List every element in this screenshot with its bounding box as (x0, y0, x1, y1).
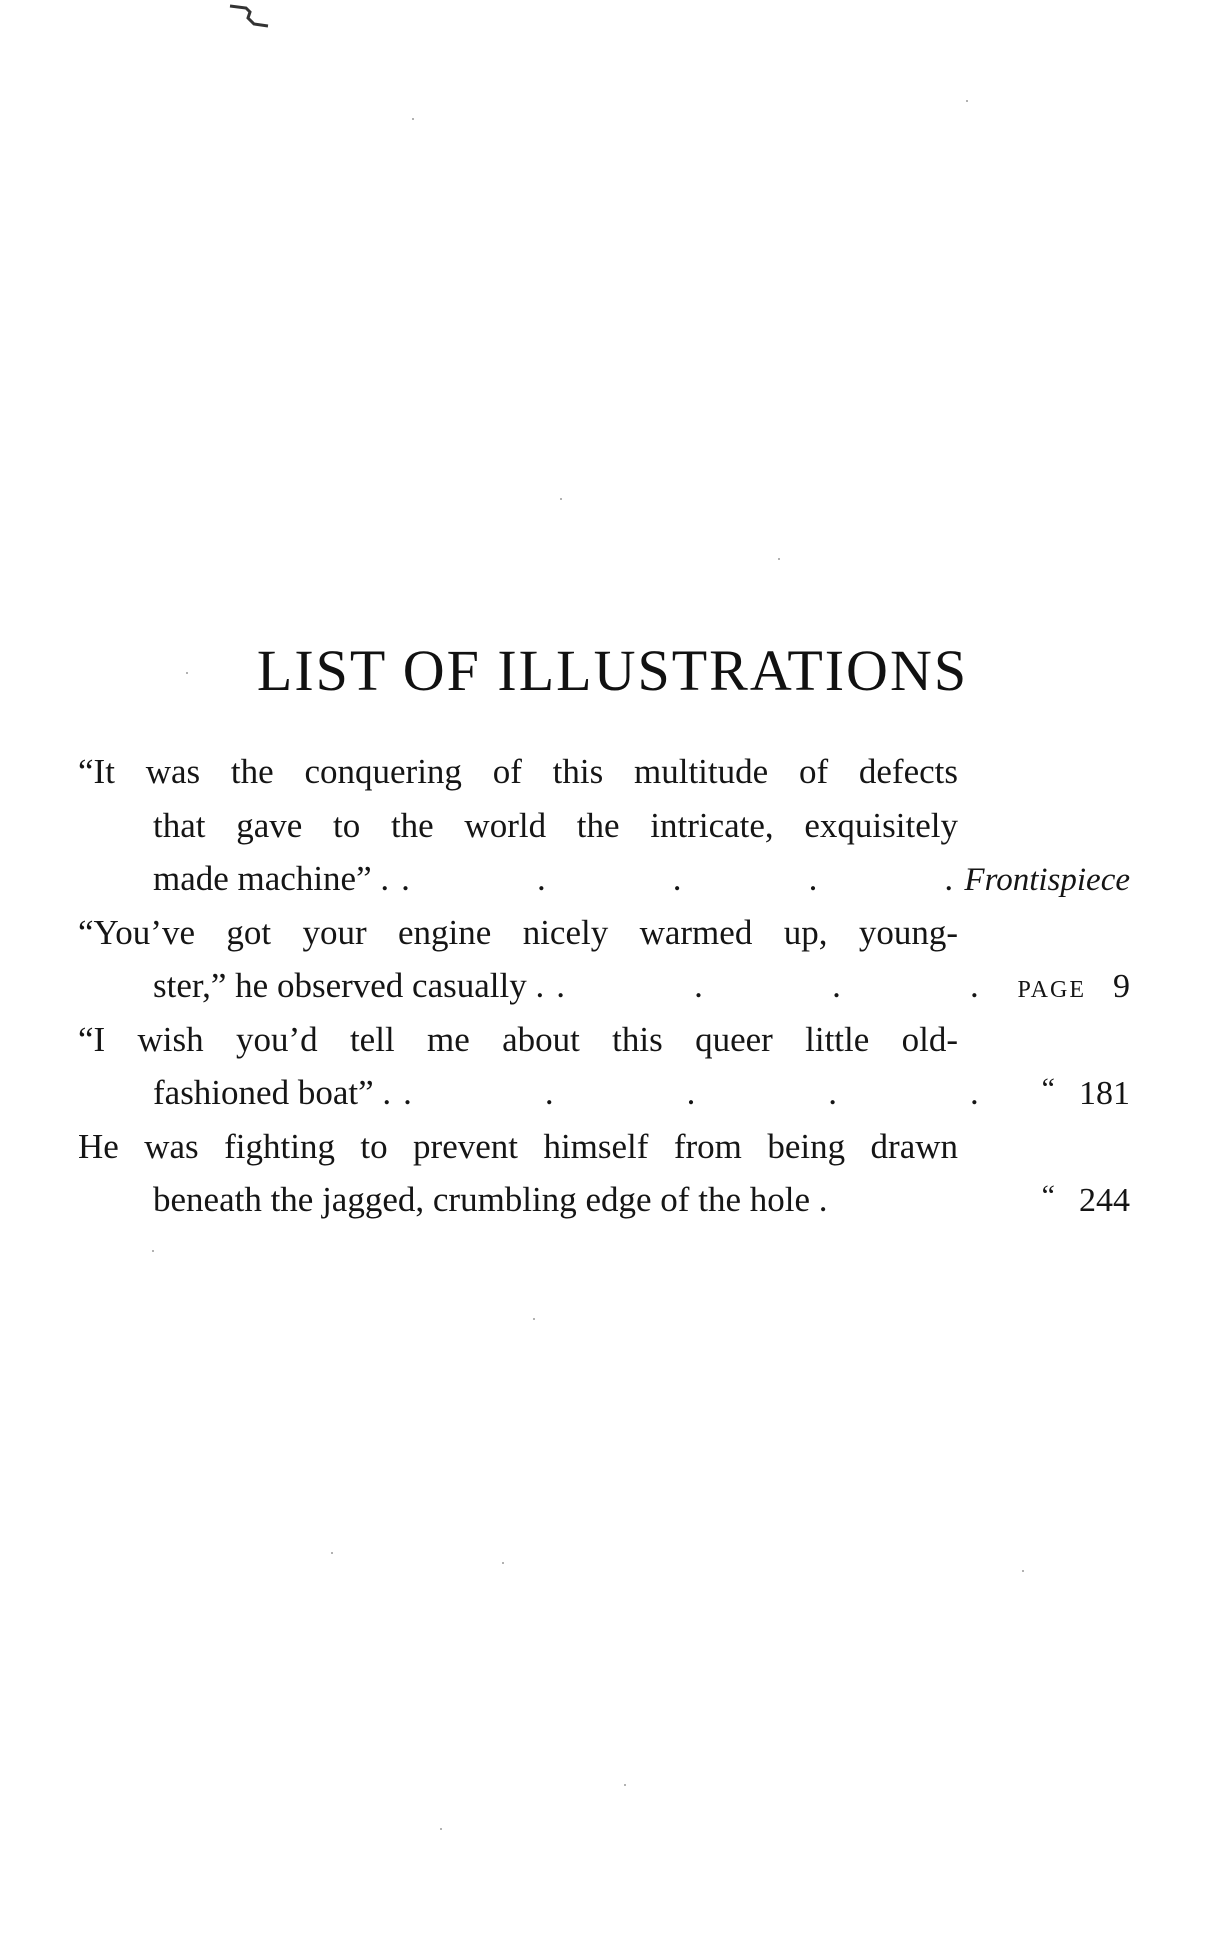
caption-last-line (78, 1066, 1130, 1120)
caption-end: fashioned boat” . (153, 1073, 392, 1112)
caption-line: “It was the conquering of this multitude of defects (78, 752, 958, 791)
ink-mark (228, 0, 288, 40)
caption-end: made machine” . (153, 859, 390, 898)
illustrations-list (78, 745, 1130, 1227)
paper-speck (152, 1250, 154, 1252)
dot-leader: . . . . . (403, 1073, 979, 1112)
paper-speck (966, 100, 968, 102)
page-word: PAGE (1017, 977, 1086, 1003)
dot-leader: . . . . (556, 966, 979, 1005)
paper-speck (533, 1318, 535, 1320)
paper-speck (502, 1562, 504, 1564)
page-reference (990, 960, 1130, 1018)
caption-last-line (78, 959, 1130, 1013)
paper-speck (624, 1784, 626, 1786)
ditto-mark: “ (1041, 1072, 1055, 1105)
page-reference (990, 1067, 1130, 1122)
caption-line: He was fighting to prevent himself from being drawn (78, 1126, 958, 1166)
caption-line: that gave to the world the intricate, exquisitely (153, 805, 958, 845)
caption-end: ster,” he observed casually . (153, 966, 545, 1005)
paper-speck (186, 672, 188, 674)
page-title: LIST OF ILLUSTRATIONS (256, 638, 969, 703)
list-item (78, 1120, 1130, 1227)
paper-speck (412, 118, 414, 120)
paper-speck (331, 1552, 333, 1554)
paper-speck (1022, 1570, 1024, 1572)
dot-leader: . . . . . (401, 859, 954, 898)
page-number: 244 (1079, 1182, 1130, 1219)
paper-speck (440, 1828, 442, 1830)
page-reference (990, 1174, 1130, 1229)
list-item (78, 906, 1130, 1013)
paper-speck (778, 558, 780, 560)
caption-line: “You’ve got your engine nicely warmed up, young- (78, 912, 958, 952)
caption-last-line (78, 1173, 1130, 1227)
page-number: 9 (1113, 968, 1130, 1005)
paper-speck (560, 498, 562, 500)
list-item (78, 745, 1130, 906)
page-reference (964, 854, 1130, 908)
caption-last-line (78, 852, 1130, 906)
page-number: 181 (1079, 1075, 1130, 1112)
caption-end: beneath the jagged, crumbling edge of the hole . (153, 1180, 828, 1219)
ditto-mark: “ (1041, 1179, 1055, 1212)
caption-line: “I wish you’d tell me about this queer little old- (78, 1019, 958, 1059)
frontispiece-label: Frontispiece (964, 862, 1130, 898)
list-item (78, 1013, 1130, 1120)
